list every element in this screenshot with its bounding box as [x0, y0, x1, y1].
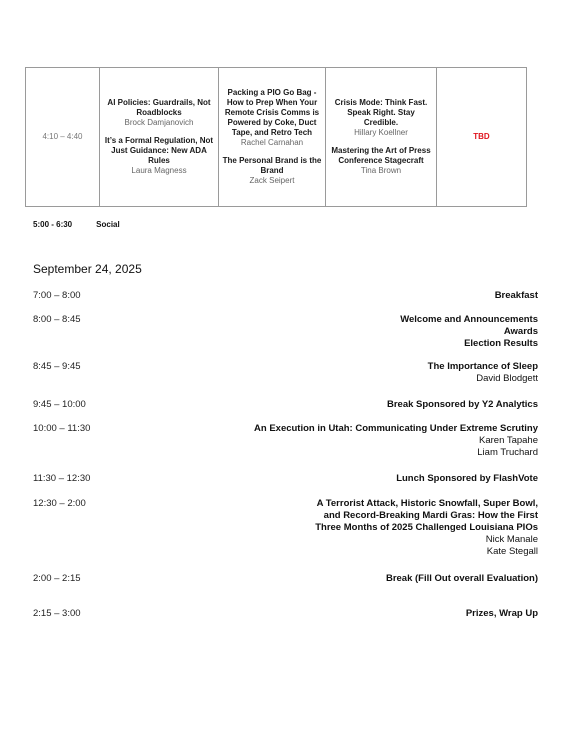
- presenter-name: Kate Stegall: [486, 546, 538, 557]
- session-title: AI Policies: Guardrails, Not Roadblocks: [107, 98, 211, 117]
- presenter-name: Nick Manale: [485, 534, 538, 545]
- session-speaker: Rachel Carnahan: [240, 138, 304, 147]
- schedule-time: 7:00 – 8:00: [33, 290, 81, 301]
- schedule-time: 2:15 – 3:00: [33, 608, 81, 619]
- schedule-time: 12:30 – 2:00: [33, 498, 86, 509]
- session-heading: An Execution in Utah: Communicating Under Extreme Scrutiny: [254, 423, 538, 434]
- session-heading: and Record-Breaking Mardi Gras: How the First: [323, 510, 538, 521]
- session-speaker: Brock Damjanovich: [124, 118, 194, 127]
- session-column-4: [437, 68, 527, 207]
- social-label: Social: [96, 220, 120, 229]
- session-heading: The Importance of Sleep: [427, 361, 538, 372]
- schedule-item: Break Sponsored by Y2 Analytics: [386, 399, 538, 410]
- session-title: It’s a Formal Regulation, Not Just Guidance: New ADA Rules: [104, 136, 214, 165]
- session-table: [25, 67, 527, 207]
- session-heading: Three Months of 2025 Challenged Louisiana PIOs: [315, 522, 538, 533]
- schedule-time: 9:45 – 10:00: [33, 399, 86, 410]
- schedule-item: Breakfast: [494, 290, 538, 301]
- social-row: [33, 220, 120, 229]
- session-column-2: [219, 68, 326, 207]
- schedule-item: Prizes, Wrap Up: [465, 608, 538, 619]
- schedule-time: 8:00 – 8:45: [33, 314, 81, 325]
- session-column-1: [100, 68, 219, 207]
- social-time: 5:00 - 6:30: [33, 220, 73, 229]
- presenter-name: David Blodgett: [476, 373, 538, 384]
- session-title: Packing a PIO Go Bag - How to Prep When Your Remote Crisis Comms is Powered by Coke, Duct Tape, and Retro Tech: [224, 88, 320, 137]
- tbd-label: TBD: [473, 132, 490, 141]
- schedule-time: 10:00 – 11:30: [33, 423, 91, 434]
- schedule-time: 8:45 – 9:45: [33, 361, 81, 372]
- schedule-item: Welcome and Announcements: [400, 314, 538, 325]
- session-speaker: Tina Brown: [360, 166, 402, 175]
- session-time: 4:10 – 4:40: [26, 68, 100, 207]
- schedule-time: 2:00 – 2:15: [33, 573, 81, 584]
- schedule-item: Election Results: [464, 338, 538, 349]
- presenter-name: Liam Truchard: [477, 447, 538, 458]
- session-title: Mastering the Art of Press Conference Stagecraft: [331, 146, 431, 165]
- session-title: The Personal Brand is the Brand: [222, 156, 322, 175]
- day-heading: September 24, 2025: [33, 262, 142, 276]
- schedule-time: 11:30 – 12:30: [33, 473, 91, 484]
- schedule-item: Break (Fill Out overall Evaluation): [385, 573, 538, 584]
- presenter-name: Karen Tapahe: [479, 435, 538, 446]
- session-speaker: Zack Seipert: [249, 176, 295, 185]
- session-heading: A Terrorist Attack, Historic Snowfall, Super Bowl,: [316, 498, 538, 509]
- session-speaker: Hillary Koellner: [354, 128, 408, 137]
- schedule-item: Awards: [503, 326, 538, 337]
- session-column-3: [326, 68, 437, 207]
- session-speaker: Laura Magness: [131, 166, 187, 175]
- session-title: Crisis Mode: Think Fast. Speak Right. Stay Credible.: [334, 98, 428, 127]
- schedule-item: Lunch Sponsored by FlashVote: [396, 473, 538, 484]
